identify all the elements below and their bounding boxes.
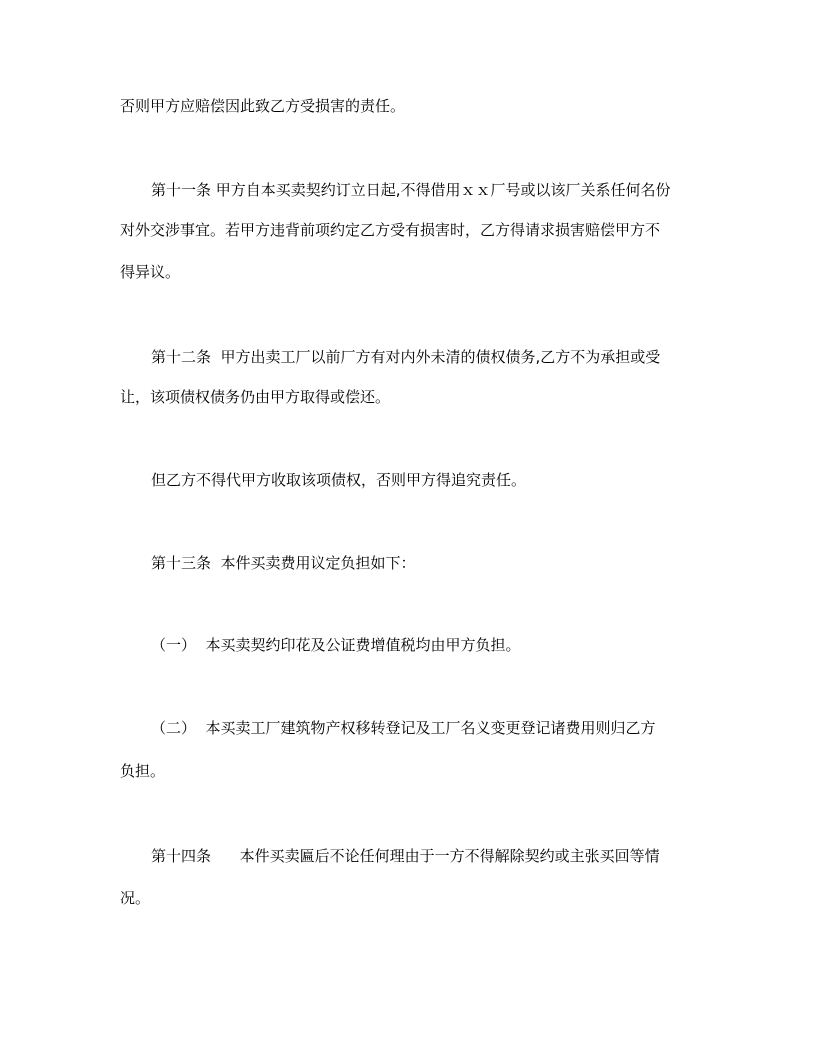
text-line-1: 否则甲方应赔偿因此致乙方受损害的责任。 (120, 97, 406, 115)
article-13-heading: 第十三条 本件买卖费用议定负担如下： (151, 554, 416, 572)
article-13-item-1: （一） 本买卖契约印花及公证费增值税均由甲方负担。 (151, 636, 521, 654)
article-14-line-2: 况。 (120, 889, 151, 907)
article-12-supplement: 但乙方不得代甲方收取该项债权，否则甲方得追究责任。 (151, 471, 527, 489)
article-13-item-2-line-2: 负担。 (120, 762, 166, 780)
article-11-line-2: 对外交涉事宜。若甲方违背前项约定乙方受有损害时，乙方得请求损害赔偿甲方不 (120, 221, 661, 239)
article-11-line-3: 得异议。 (120, 263, 181, 281)
article-11-line-1: 第十一条 甲方自本买卖契约订立日起,不得借用ｘｘ厂号或以该厂关系任何名份 (151, 181, 671, 199)
article-14-line-1: 第十四条 本件买卖匾后不论任何理由于一方不得解除契约或主张买回等情 (151, 847, 660, 865)
article-12-line-1: 第十二条 甲方出卖工厂以前厂方有对内外未清的债权债务,乙方不为承担或受 (151, 348, 661, 366)
article-13-item-2-line-1: （二） 本买卖工厂建筑物产权移转登记及工厂名义变更登记诸费用则归乙方 (151, 719, 656, 737)
article-12-line-2: 让，该项债权债务仍由甲方取得或偿还。 (120, 388, 391, 406)
